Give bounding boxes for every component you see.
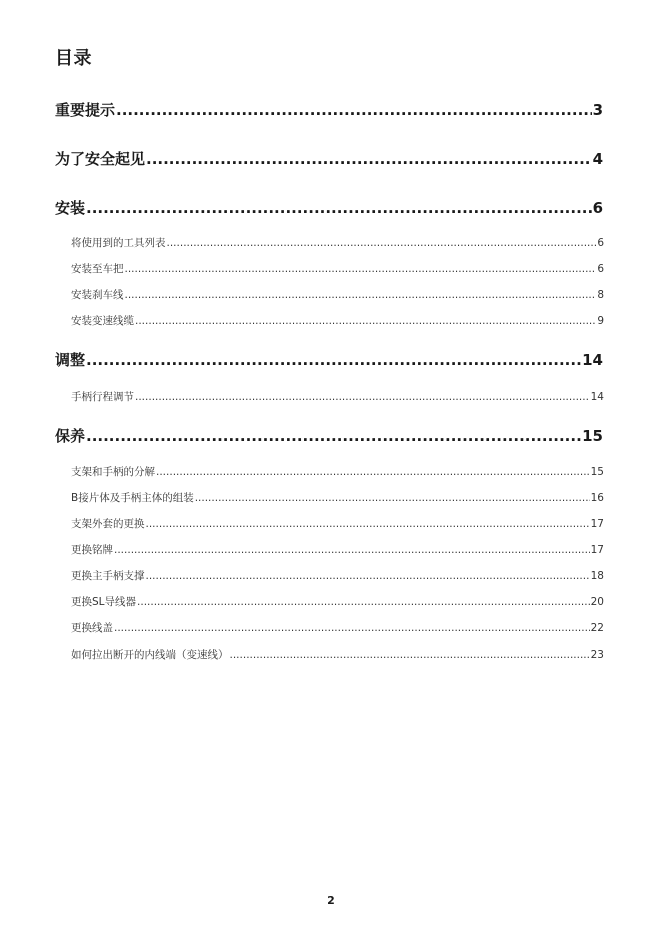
toc-dot-leader [135, 315, 596, 327]
toc-dot-leader [137, 596, 590, 608]
toc-dot-leader [114, 544, 590, 556]
toc-entry-title: 更换SL导线器 [71, 596, 137, 608]
toc-entry-title: 支架和手柄的分解 [71, 466, 155, 478]
toc-entry-title: 为了安全起见 [55, 150, 146, 168]
toc-entry-title: 安装 [55, 199, 86, 217]
toc-entry-title: 手柄行程调节 [71, 391, 134, 403]
toc-entry[interactable] [71, 313, 604, 328]
toc-entry[interactable] [71, 647, 604, 662]
toc-dot-leader [86, 351, 581, 369]
toc-dot-leader [86, 199, 592, 217]
toc-entry[interactable] [71, 542, 604, 557]
toc-entry-title: 更换线盖 [71, 622, 113, 634]
toc-dot-leader [146, 150, 592, 168]
toc-dot-leader [86, 427, 581, 445]
toc-entry-title: 支架外套的更换 [71, 518, 145, 530]
toc-entry[interactable] [55, 197, 603, 218]
toc-entry-page: 14 [582, 351, 603, 369]
toc-entry-page: 14 [590, 391, 604, 403]
toc-entry-title: 如何拉出断开的内线端（变速线） [71, 649, 229, 661]
toc-entry-page: 15 [582, 427, 603, 445]
toc-entry-title: 调整 [55, 351, 86, 369]
toc-entry-page: 22 [590, 622, 604, 634]
toc-entry-page: 3 [592, 101, 603, 119]
toc-entry-page: 4 [592, 150, 603, 168]
toc-entry-title: 更换主手柄支撑 [71, 570, 145, 582]
toc-entry-title: 安装变速线缆 [71, 315, 134, 327]
toc-entry-page: 8 [597, 289, 604, 301]
toc-dot-leader [230, 649, 590, 661]
page-title: 目录 [55, 48, 92, 69]
toc-entry-title: 保养 [55, 427, 86, 445]
toc-entry-page: 6 [597, 237, 604, 249]
toc-entry[interactable] [71, 287, 604, 302]
toc-entry[interactable] [71, 516, 604, 531]
toc-entry-title: 将使用到的工具列表 [71, 237, 166, 249]
toc-entry[interactable] [71, 568, 604, 583]
toc-entry[interactable] [71, 261, 604, 276]
toc-dot-leader [167, 237, 597, 249]
toc-dot-leader [195, 492, 590, 504]
toc-dot-leader [125, 289, 597, 301]
toc-entry[interactable] [71, 464, 604, 479]
toc-entry-page: 17 [590, 544, 604, 556]
toc-entry[interactable] [55, 148, 603, 169]
toc-entry-title: 安装刹车线 [71, 289, 124, 301]
toc-entry-title: B接片体及手柄主体的组装 [71, 492, 194, 504]
toc-entry-page: 15 [590, 466, 604, 478]
toc-dot-leader [125, 263, 597, 275]
toc-dot-leader [146, 518, 590, 530]
toc-dot-leader [156, 466, 590, 478]
toc-dot-leader [114, 622, 590, 634]
toc-entry-page: 16 [590, 492, 604, 504]
toc-entry-page: 20 [590, 596, 604, 608]
toc-entry-title: 安装至车把 [71, 263, 124, 275]
toc-dot-leader [135, 391, 590, 403]
page-number: 2 [327, 894, 335, 907]
toc-entry[interactable] [71, 620, 604, 635]
toc-dot-leader [146, 570, 590, 582]
toc-entry[interactable] [71, 594, 604, 609]
toc-entry[interactable] [55, 425, 603, 446]
toc-entry[interactable] [55, 99, 603, 120]
toc-entry-page: 9 [597, 315, 604, 327]
toc-entry-page: 17 [590, 518, 604, 530]
toc-dot-leader [116, 101, 592, 119]
toc-entry[interactable] [71, 235, 604, 250]
toc-entry-page: 6 [597, 263, 604, 275]
toc-entry-title: 更换铭牌 [71, 544, 113, 556]
toc-entry-page: 18 [590, 570, 604, 582]
toc-entry[interactable] [71, 490, 604, 505]
toc-entry[interactable] [71, 389, 604, 404]
toc-entry[interactable] [55, 349, 603, 370]
toc-entry-title: 重要提示 [55, 101, 116, 119]
toc-entry-page: 6 [592, 199, 603, 217]
toc-entry-page: 23 [590, 649, 604, 661]
